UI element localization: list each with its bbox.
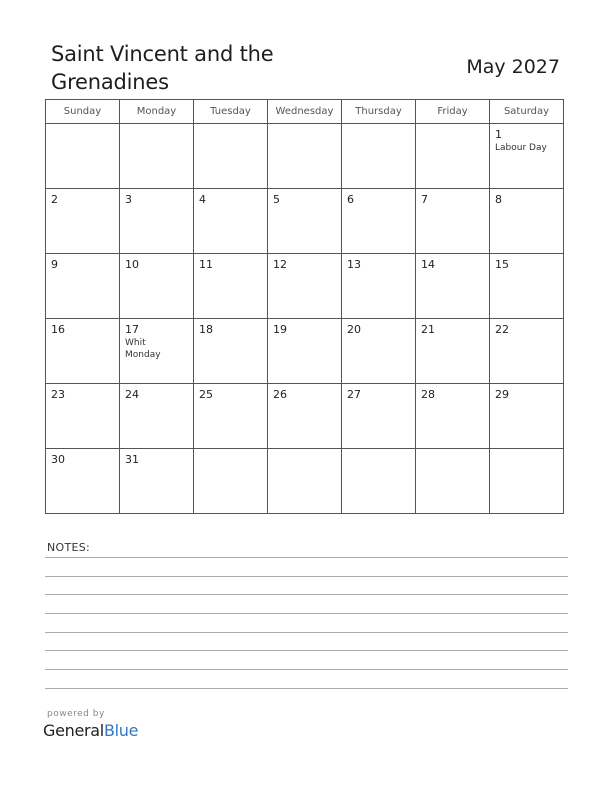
day-number: 20 (347, 323, 361, 336)
day-cell (416, 384, 490, 449)
week-row (46, 189, 564, 254)
holiday-label (416, 129, 489, 130)
day-cell (120, 254, 194, 319)
day-number: 11 (199, 258, 213, 271)
week-row (46, 124, 564, 189)
day-number: 6 (347, 193, 354, 206)
day-cell (268, 449, 342, 514)
day-cell (194, 124, 268, 189)
day-number: 2 (51, 193, 58, 206)
day-cell (490, 254, 564, 319)
day-number: 18 (199, 323, 213, 336)
day-number: 22 (495, 323, 509, 336)
day-number: 17 (125, 323, 139, 336)
holiday-label (416, 454, 489, 455)
holiday-label (490, 401, 563, 402)
holiday-label (342, 454, 415, 455)
day-number: 7 (421, 193, 428, 206)
brand-general: General (43, 721, 104, 740)
day-cell (416, 319, 490, 384)
day-cell (46, 189, 120, 254)
day-cell (120, 449, 194, 514)
weekday-friday: Friday (416, 100, 490, 124)
weekday-sunday: Sunday (46, 100, 120, 124)
holiday-label (46, 271, 119, 272)
weekday-saturday: Saturday (490, 100, 564, 124)
week-row (46, 254, 564, 319)
day-number: 31 (125, 453, 139, 466)
day-number: 27 (347, 388, 361, 401)
holiday-label (490, 206, 563, 207)
day-cell (490, 449, 564, 514)
country-title: Saint Vincent and the Grenadines (51, 42, 274, 94)
day-number: 8 (495, 193, 502, 206)
day-number: 29 (495, 388, 509, 401)
holiday-label (416, 206, 489, 207)
day-number: 19 (273, 323, 287, 336)
day-cell (194, 189, 268, 254)
week-row (46, 319, 564, 384)
day-cell (268, 254, 342, 319)
holiday-label (490, 336, 563, 337)
holiday-label (416, 336, 489, 337)
day-cell (342, 124, 416, 189)
day-cell (120, 189, 194, 254)
holiday-label (342, 129, 415, 130)
note-line (45, 650, 568, 651)
day-number: 14 (421, 258, 435, 271)
day-number: 15 (495, 258, 509, 271)
day-cell (490, 384, 564, 449)
day-number: 10 (125, 258, 139, 271)
month-title: May 2027 (466, 56, 560, 78)
holiday-label (490, 271, 563, 272)
day-number: 13 (347, 258, 361, 271)
powered-by-text: powered by (47, 709, 105, 719)
day-number: 23 (51, 388, 65, 401)
day-number: 1 (495, 128, 502, 141)
holiday-label (194, 401, 267, 402)
weekday-tuesday: Tuesday (194, 100, 268, 124)
holiday-label: Labour Day (495, 143, 547, 153)
holiday-label (490, 454, 563, 455)
note-line (45, 613, 568, 614)
day-cell (268, 384, 342, 449)
holiday-label (194, 454, 267, 455)
holiday-label (120, 271, 193, 272)
brand-blue: Blue (103, 721, 139, 740)
note-line (45, 669, 568, 670)
day-cell (342, 189, 416, 254)
day-number: 12 (273, 258, 287, 271)
week-row (46, 384, 564, 449)
holiday-label (194, 271, 267, 272)
day-cell (194, 254, 268, 319)
day-number: 30 (51, 453, 65, 466)
note-line (45, 557, 568, 558)
holiday-label (268, 206, 341, 207)
holiday-label (194, 206, 267, 207)
calendar-grid (45, 99, 564, 514)
holiday-label (342, 271, 415, 272)
holiday-label (194, 129, 267, 130)
note-line (45, 688, 568, 689)
holiday-label (268, 454, 341, 455)
day-cell (416, 189, 490, 254)
day-cell (194, 319, 268, 384)
day-cell (268, 189, 342, 254)
day-number: 21 (421, 323, 435, 336)
holiday-label (120, 129, 193, 130)
day-number: 5 (273, 193, 280, 206)
week-row (46, 449, 564, 514)
day-cell (342, 384, 416, 449)
day-cell (46, 319, 120, 384)
holiday-label (342, 401, 415, 402)
holiday-label (342, 206, 415, 207)
holiday-label (194, 336, 267, 337)
day-number: 25 (199, 388, 213, 401)
day-cell (490, 189, 564, 254)
day-cell (342, 319, 416, 384)
holiday-label (416, 271, 489, 272)
day-number: 26 (273, 388, 287, 401)
weekday-header-row (46, 100, 564, 124)
holiday-label (46, 336, 119, 337)
holiday-label (46, 129, 119, 130)
day-number: 4 (199, 193, 206, 206)
holiday-label: Whit Monday (125, 338, 161, 360)
note-line (45, 594, 568, 595)
day-number: 3 (125, 193, 132, 206)
day-cell (46, 384, 120, 449)
holiday-label (120, 466, 193, 467)
holiday-label (416, 401, 489, 402)
day-cell (342, 254, 416, 319)
day-cell (342, 449, 416, 514)
weekday-monday: Monday (120, 100, 194, 124)
day-cell (120, 384, 194, 449)
holiday-label (120, 401, 193, 402)
holiday-label (342, 336, 415, 337)
holiday-label (268, 336, 341, 337)
day-cell (194, 449, 268, 514)
holiday-label (46, 401, 119, 402)
day-cell (268, 319, 342, 384)
day-cell (194, 384, 268, 449)
day-cell (490, 319, 564, 384)
day-cell (46, 124, 120, 189)
holiday-label (46, 206, 119, 207)
notes-label: NOTES: (47, 541, 91, 554)
day-number: 24 (125, 388, 139, 401)
day-cell (46, 449, 120, 514)
day-number: 28 (421, 388, 435, 401)
day-number: 16 (51, 323, 65, 336)
day-cell (46, 254, 120, 319)
day-cell (120, 124, 194, 189)
holiday-label (268, 271, 341, 272)
holiday-label (268, 401, 341, 402)
day-cell (120, 319, 194, 384)
weekday-thursday: Thursday (342, 100, 416, 124)
note-line (45, 632, 568, 633)
day-cell (416, 124, 490, 189)
holiday-label (46, 466, 119, 467)
day-number: 9 (51, 258, 58, 271)
day-cell (490, 124, 564, 189)
weekday-wednesday: Wednesday (268, 100, 342, 124)
generalblue-logo[interactable] (43, 721, 138, 740)
day-cell (268, 124, 342, 189)
day-cell (416, 449, 490, 514)
note-line (45, 576, 568, 577)
holiday-label (268, 129, 341, 130)
holiday-label (120, 206, 193, 207)
day-cell (416, 254, 490, 319)
